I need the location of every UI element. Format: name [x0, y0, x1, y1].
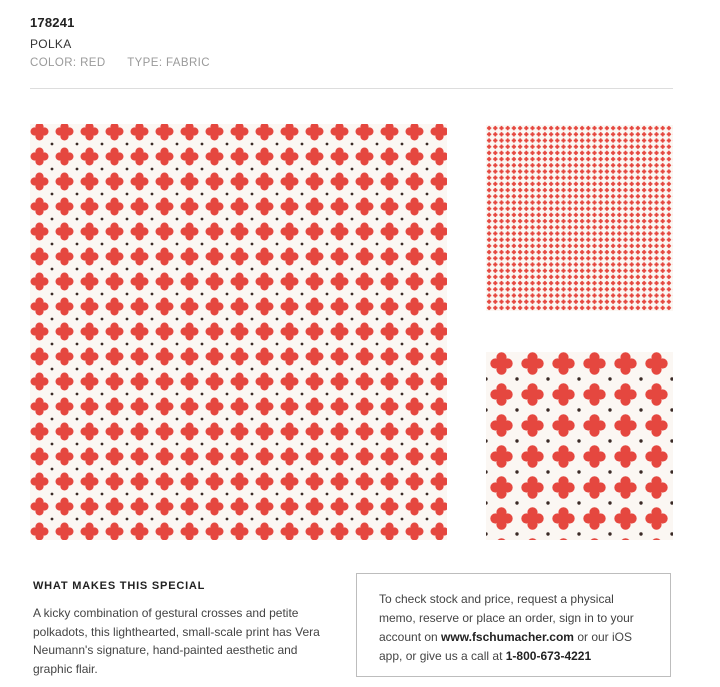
special-description: A kicky combination of gestural crosses and petite polkadots, this lighthearted, small-scale print has Vera Neumann's signature, hand-painted aesthetic and graphic flair.	[33, 606, 320, 676]
website-link[interactable]: www.fschumacher.com	[441, 630, 574, 644]
sku: 178241	[30, 15, 75, 30]
swatch-pattern	[30, 124, 447, 540]
special-heading: WHAT MAKES THIS SPECIAL	[33, 580, 206, 592]
swatch-pattern	[486, 352, 673, 540]
info-text-2: or our iOS app, or give us a call at	[379, 630, 633, 663]
type-label: TYPE: FABRIC	[127, 57, 210, 69]
swatch-main-image[interactable]	[30, 124, 447, 540]
info-text-1: To check stock and price, request a physical memo, reserve or place an order, sign in to your account on	[379, 592, 634, 644]
product-meta	[30, 57, 210, 69]
swatch-small-scale-image[interactable]	[486, 125, 673, 311]
swatch-pattern	[486, 125, 673, 311]
stock-info-box	[356, 573, 671, 677]
swatch-detail-image[interactable]	[486, 352, 673, 540]
divider	[30, 88, 673, 89]
phone-number[interactable]: 1-800-673-4221	[505, 649, 592, 663]
color-label: COLOR: RED	[30, 57, 106, 69]
product-name: POLKA	[30, 37, 72, 51]
